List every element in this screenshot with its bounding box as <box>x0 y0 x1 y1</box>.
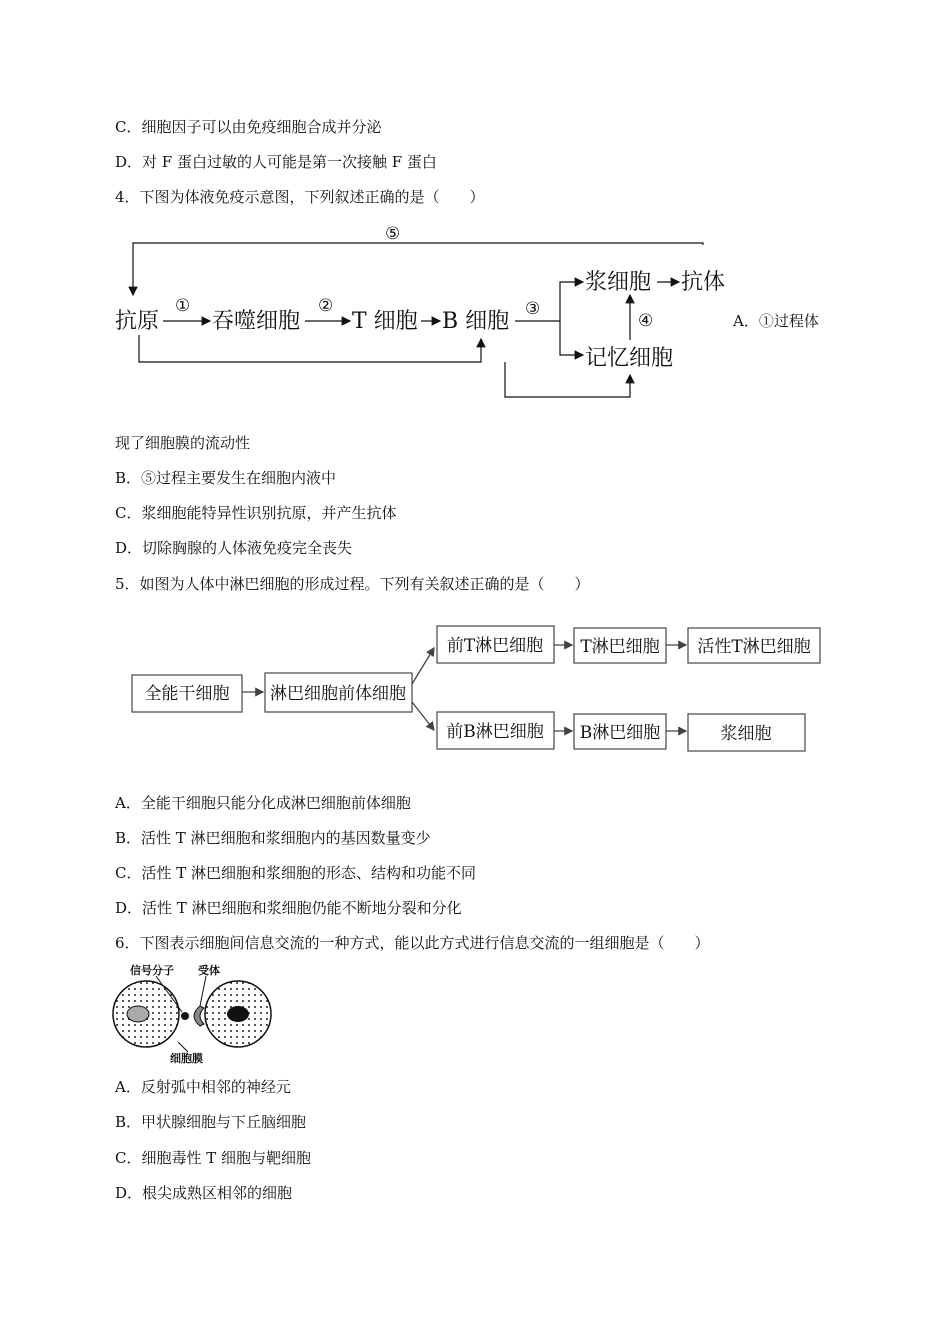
q5-option-a: A．全能干细胞只能分化成淋巴细胞前体细胞 <box>115 794 411 812</box>
left-nucleus <box>127 1006 149 1022</box>
q4-option-b: B．⑤过程主要发生在细胞内液中 <box>115 469 337 487</box>
arrow-to-memory <box>560 321 583 355</box>
node-antibody: 抗体 <box>681 270 726 295</box>
q6-option-c: C．细胞毒性 T 细胞与靶细胞 <box>115 1149 312 1167</box>
q4-option-a-start: A．①过程体 <box>733 312 819 330</box>
label-3: ③ <box>525 299 541 319</box>
node-t-cell: T 细胞 <box>352 309 418 334</box>
text-pre-t: 前T淋巴细胞 <box>446 636 544 656</box>
cell-signaling-diagram <box>108 962 278 1067</box>
node-antigen: 抗原 <box>115 309 160 334</box>
arrow-antigen-b <box>139 335 481 362</box>
arrow-to-plasma <box>560 282 583 321</box>
q6-option-a: A．反射弧中相邻的神经元 <box>115 1078 291 1096</box>
q3-option-d: D．对 F 蛋白过敏的人可能是第一次接触 F 蛋白 <box>115 153 437 171</box>
label-receptor: 受体 <box>198 964 220 977</box>
q5-stem: 5．如图为人体中淋巴细胞的形成过程。下列有关叙述正确的是（ ） <box>115 575 590 593</box>
receptor-shape <box>194 1006 204 1026</box>
node-phagocyte: 吞噬细胞 <box>212 309 301 334</box>
label-1: ① <box>175 296 191 316</box>
q6-option-d: D．根尖成熟区相邻的细胞 <box>115 1184 293 1202</box>
q5-option-d: D．活性 T 淋巴细胞和浆细胞仍能不断地分裂和分化 <box>115 899 462 917</box>
label-2: ② <box>318 296 334 316</box>
text-active-t: 活性T淋巴细胞 <box>697 637 811 657</box>
text-b-lymph: B淋巴细胞 <box>579 723 661 743</box>
q3-option-c: C．细胞因子可以由免疫细胞合成并分泌 <box>115 118 382 136</box>
node-b-cell: B 细胞 <box>442 309 510 334</box>
node-plasma-cell: 浆细胞 <box>585 270 652 295</box>
text-precursor: 淋巴细胞前体细胞 <box>270 684 406 704</box>
q4-option-c: C．浆细胞能特异性识别抗原，并产生抗体 <box>115 504 397 522</box>
text-pre-b: 前B淋巴细胞 <box>446 722 544 742</box>
membrane-pointer <box>178 1042 188 1052</box>
q6-option-b: B．甲状腺细胞与下丘脑细胞 <box>115 1113 307 1131</box>
humoral-immunity-diagram <box>105 215 730 405</box>
q5-option-b: B．活性 T 淋巴细胞和浆细胞内的基因数量变少 <box>115 829 431 847</box>
q5-option-c: C．活性 T 淋巴细胞和浆细胞的形态、结构和功能不同 <box>115 864 477 882</box>
receptor-pointer <box>200 976 206 1006</box>
arrow-precursor-pre-t <box>412 648 434 684</box>
q4-stem: 4．下图为体液免疫示意图，下列叙述正确的是（ ） <box>115 188 485 206</box>
q4-option-d: D．切除胸腺的人体液免疫完全丧失 <box>115 539 353 557</box>
label-5: ⑤ <box>385 224 401 244</box>
text-stem-cell: 全能干细胞 <box>144 684 230 704</box>
q6-stem: 6．下图表示细胞间信息交流的一种方式，能以此方式进行信息交流的一组细胞是（ ） <box>115 934 710 952</box>
text-plasma: 浆细胞 <box>720 724 772 744</box>
text-t-lymph: T淋巴细胞 <box>580 637 660 657</box>
node-memory-cell: 记忆细胞 <box>585 346 674 371</box>
label-signal: 信号分子 <box>130 964 174 977</box>
label-4: ④ <box>638 311 654 331</box>
right-nucleus <box>227 1006 249 1022</box>
q4-option-a-cont: 现了细胞膜的流动性 <box>115 434 251 452</box>
signal-molecule <box>181 1012 189 1020</box>
lymphocyte-formation-diagram <box>125 618 835 758</box>
arrow-precursor-pre-b <box>412 702 434 730</box>
label-membrane: 细胞膜 <box>170 1052 203 1065</box>
